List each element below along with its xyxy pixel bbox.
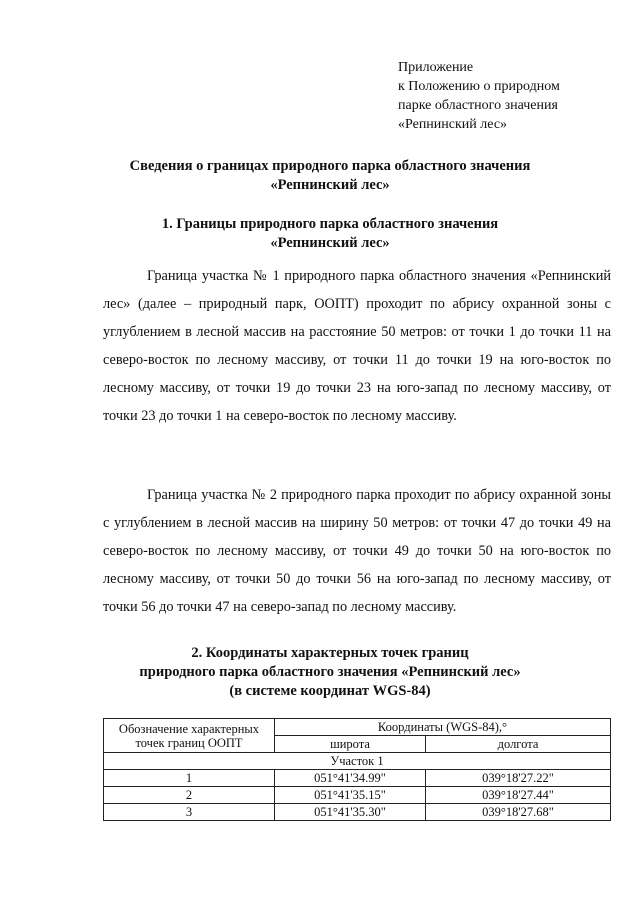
table-row [104,787,611,804]
point-number: 2 [104,787,275,804]
section-2-title-line: 2. Координаты характерных точек границ [191,645,469,661]
longitude-value: 039°18'27.44" [426,787,611,804]
section-1-title [60,215,600,253]
appendix-line: Приложение [398,60,474,75]
appendix-line: к Положению о природном [398,79,560,94]
appendix-note [398,58,618,134]
header-longitude: долгота [426,736,611,753]
point-number: 3 [104,804,275,821]
section-label: Участок 1 [104,753,611,770]
appendix-line: парке областного значения [398,98,558,113]
boundary-paragraph-2: Граница участка № 2 природного парка проходит по абрису охранной зоны с углублением в лесной массив на ширину 50 метров: от точки 47 до точки 49 на северо-восток по лесному массиву, от точки 49 до точки 50 на юго-восток по лесному массиву, от точки 50 до точки 56 на юго-запад по лесному массиву, от точки 56 до точки 47 на северо-запад по лесному массиву. [103,487,611,615]
main-heading-line: «Репнинский лес» [270,177,390,193]
table-section-row [104,753,611,770]
appendix-line: «Репнинский лес» [398,117,508,132]
main-heading [60,157,600,195]
coordinates-table [103,718,611,821]
header-point-designation: Обозначение характерных точек границ ООПТ [104,719,275,753]
section-1-title-line: 1. Границы природного парка областного значения [161,216,499,232]
point-number: 1 [104,770,275,787]
header-latitude: широта [275,736,426,753]
section-1-title-line: «Репнинский лес» [270,235,390,251]
table-row [104,804,611,821]
section-2-title-line: природного парка областного значения «Репнинский лес» [139,664,521,680]
latitude-value: 051°41'35.15" [275,787,426,804]
table-header-row [104,719,611,736]
table-row [104,770,611,787]
longitude-value: 039°18'27.22" [426,770,611,787]
boundary-paragraph-1: Граница участка № 1 природного парка областного значения «Репнинский лес» (далее – природный парк, ООПТ) проходит по абрису охранной зоны с углублением в лесной массив на расстояние 50 метров: от точки 1 до точки 11 на северо-восток по лесному массиву, от точки 11 до точки 19 на юго-восток по лесному массиву, от точки 19 до точки 23 на юго-запад по лесному массиву, от точки 23 до точки 1 на северо-восток по лесному массиву. [103,268,611,424]
latitude-value: 051°41'35.30" [275,804,426,821]
latitude-value: 051°41'34.99" [275,770,426,787]
section-2-title [60,644,600,701]
header-coordinates: Координаты (WGS-84),° [275,719,611,736]
main-heading-line: Сведения о границах природного парка областного значения [129,158,531,174]
longitude-value: 039°18'27.68" [426,804,611,821]
section-2-title-line: (в системе координат WGS-84) [229,683,431,699]
